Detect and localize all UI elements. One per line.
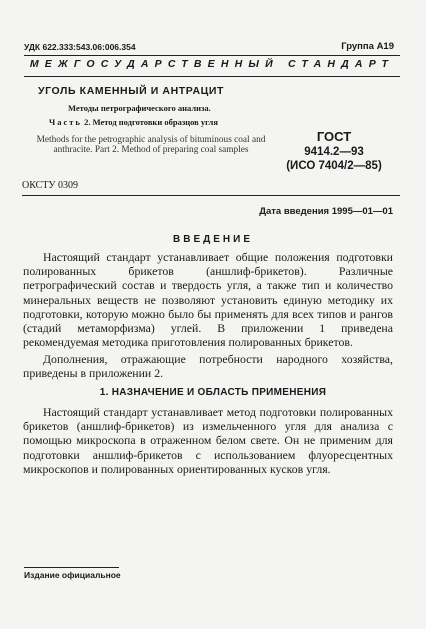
introduction-heading: ВВЕДЕНИЕ	[173, 234, 253, 245]
document-subtitle: Методы петрографического анализа.	[68, 103, 211, 113]
english-title: Methods for the petrographic analysis of bituminous coal and anthracite. Part 2. Method of preparing coal samples	[36, 135, 266, 155]
document-title: УГОЛЬ КАМЕННЫЙ И АНТРАЦИТ	[38, 85, 225, 97]
top-rule	[24, 55, 400, 56]
introduction-paragraph-2	[23, 352, 393, 380]
part-title: 2. Метод подготовки образцов угля	[84, 117, 218, 127]
part-word: Часть	[49, 117, 82, 127]
gost-label: ГОСТ	[316, 129, 352, 144]
gost-number: 9414.2—93	[304, 146, 364, 158]
group-code: Группа А19	[341, 41, 394, 52]
paragraph-text: Настоящий стандарт устанавливает метод подготовки полированных брикетов (аншлиф-брикетов) из измельченного угля для анализа с помощью микроскопа в отраженном белом свете. Он не применим для подготовки аншлиф-брикетов с использованием флуоресцентных микроскопов и полированных ориентированных кусков угля.	[23, 405, 393, 476]
gost-block	[278, 129, 390, 172]
udk-code: УДК 622.333:543.06:006.354	[24, 42, 136, 52]
iso-number: (ИСО 7404/2—85)	[286, 160, 382, 172]
banner-rule	[24, 76, 400, 77]
standard-banner: МЕЖГОСУДАРСТВЕННЫЙ СТАНДАРТ	[29, 58, 395, 70]
paragraph-text: Настоящий стандарт устанавливает общие положения подготовки полированных брикетов (аншлиф-брикетов). Различные петрографический состав и твердость угля, а также тип и количество минеральных веществ не позволяют установить единую методику их подготовки, которую можно было бы применять для всех типов и рангов (стадий метаморфизма) углей. В приложении 1 приведена рекомендуемая методика приготовления полированных брикетов.	[23, 250, 393, 350]
okstu-code: ОКСТУ 0309	[22, 180, 79, 191]
introduction-date: Дата введения 1995—01—01	[259, 206, 393, 217]
footer-rule	[24, 567, 119, 568]
official-edition-label: Издание официальное	[24, 570, 121, 580]
introduction-paragraph-1	[23, 250, 393, 349]
paragraph-text: Дополнения, отражающие потребности народного хозяйства, приведены в приложении 2.	[23, 352, 393, 381]
okstu-rule	[22, 195, 400, 196]
section-1-heading: 1. НАЗНАЧЕНИЕ И ОБЛАСТЬ ПРИМЕНЕНИЯ	[99, 387, 327, 398]
document-part	[49, 117, 218, 127]
section-1-paragraph	[23, 405, 393, 476]
